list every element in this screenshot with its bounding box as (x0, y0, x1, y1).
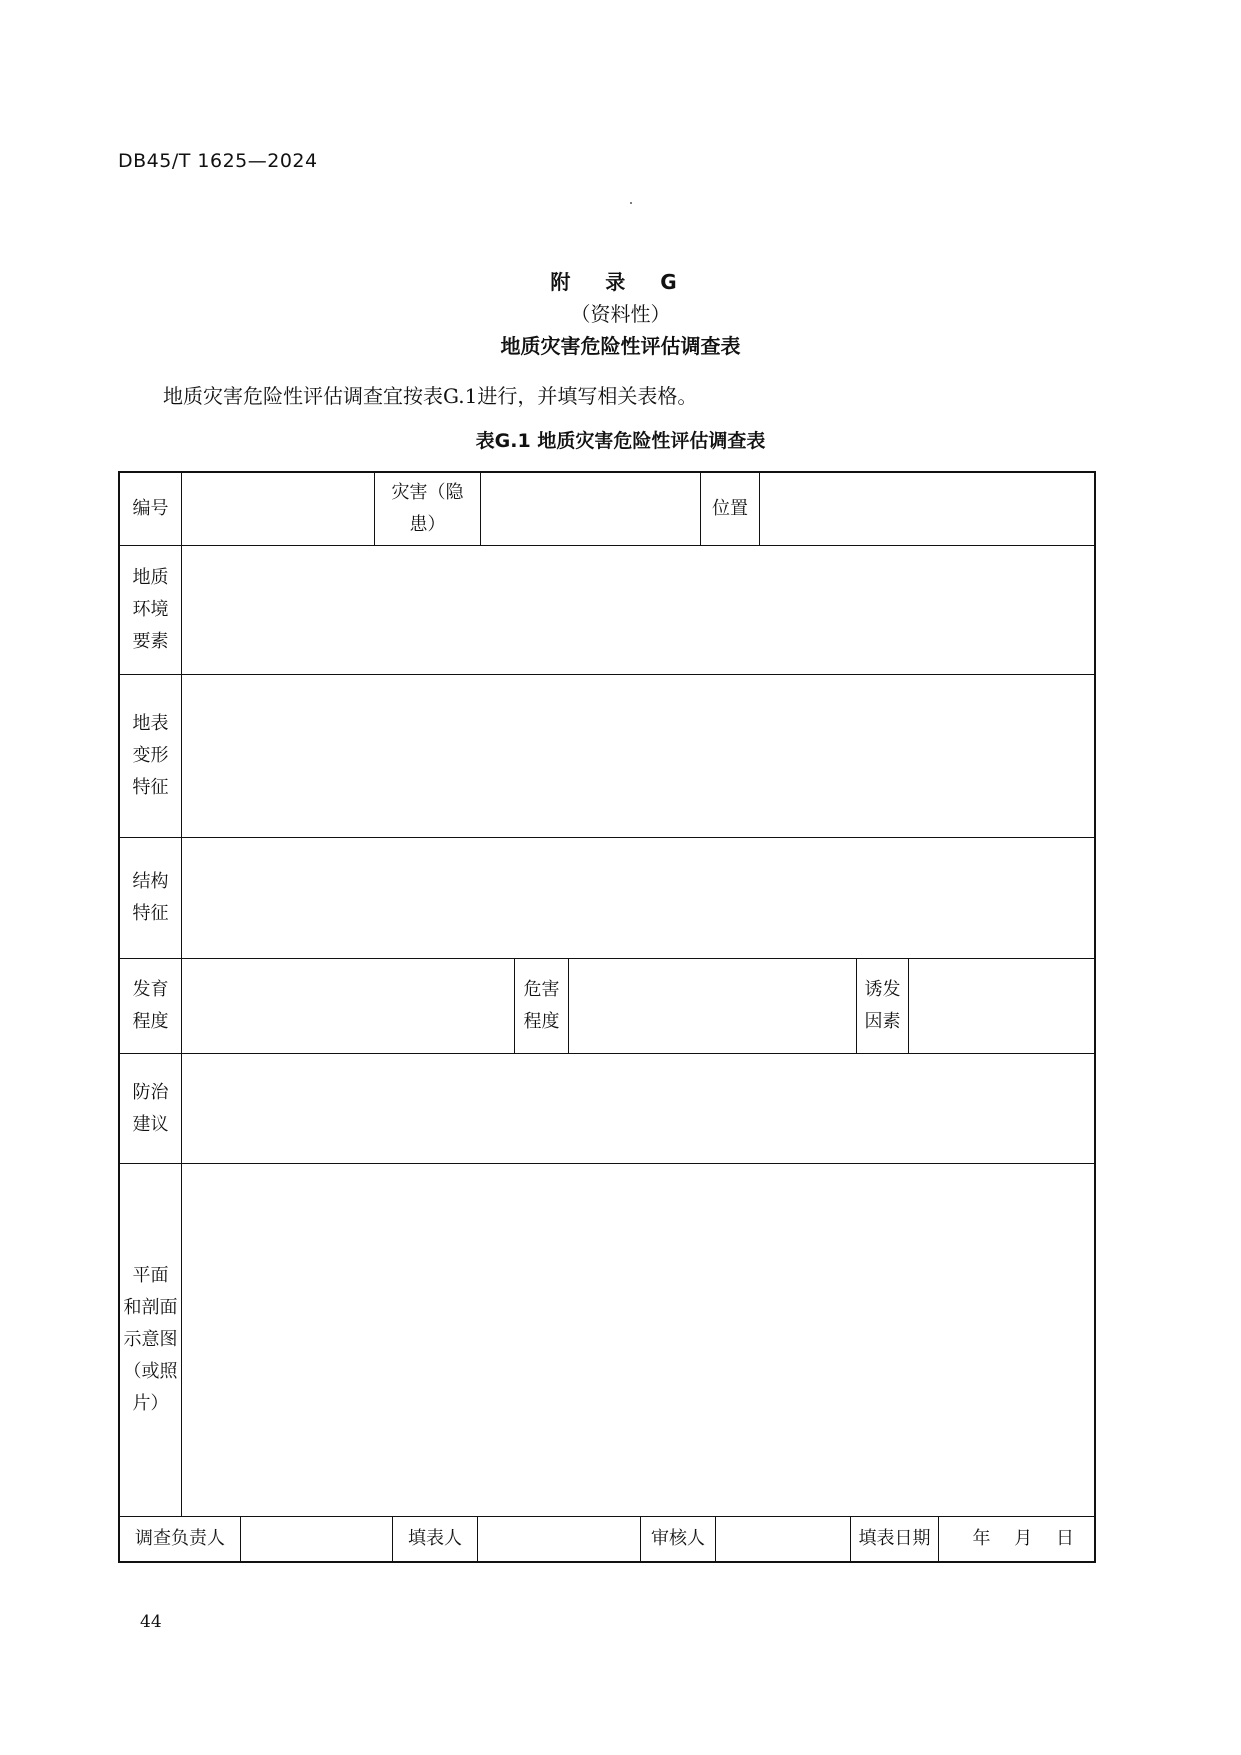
surface-deform-label-cell (120, 675, 182, 837)
reviewer-label-cell (641, 1517, 716, 1561)
trigger-label: 诱发 因素 (864, 979, 901, 1032)
prevention-value-cell[interactable] (182, 1054, 1094, 1163)
filler-label-cell (393, 1517, 478, 1561)
danger-value-cell[interactable] (569, 959, 857, 1053)
development-label: 发育 程度 (132, 979, 169, 1032)
table-row-geo-environment (120, 546, 1094, 675)
number-value-cell[interactable] (182, 473, 375, 545)
survey-lead-value-cell[interactable] (241, 1517, 393, 1561)
structure-label: 结构 特征 (132, 871, 169, 924)
reviewer-value-cell[interactable] (716, 1517, 851, 1561)
fill-date-label-cell (851, 1517, 939, 1561)
appendix-label: 附 录 G (550, 270, 691, 294)
standard-code: DB45/T 1625—2024 (118, 150, 318, 172)
hazard-label-cell (375, 473, 481, 545)
surface-deform-value-cell[interactable] (182, 675, 1094, 837)
geo-env-label: 地质 环境 要素 (132, 567, 169, 652)
geo-env-label-cell (120, 546, 182, 674)
reviewer-label: 审核人 (651, 1528, 705, 1549)
prevention-label-cell (120, 1054, 182, 1163)
table-row-surface-deformation (120, 675, 1094, 838)
table-row-identification (120, 473, 1094, 546)
table-row-prevention (120, 1054, 1094, 1164)
danger-label: 危害 程度 (523, 979, 560, 1032)
decorative-dot (630, 202, 632, 204)
trigger-label-cell (857, 959, 909, 1053)
location-value-cell[interactable] (760, 473, 1094, 545)
date-placeholder: 年 月 日 (972, 1528, 1074, 1549)
plan-label: 平面 和剖面 示意图 （或照 片） (123, 1265, 178, 1414)
structure-label-cell (120, 838, 182, 958)
development-label-cell (120, 959, 182, 1053)
fill-date-value-cell[interactable] (939, 1517, 1094, 1561)
location-label: 位置 (712, 498, 748, 519)
survey-lead-label-cell (120, 1517, 241, 1561)
intro-paragraph: 地质灾害危险性评估调查宜按表G.1进行，并填写相关表格。 (163, 384, 698, 408)
trigger-value-cell[interactable] (909, 959, 1094, 1053)
danger-label-cell (515, 959, 569, 1053)
surface-deform-label: 地表 变形 特征 (132, 713, 169, 798)
filler-label: 填表人 (408, 1528, 462, 1549)
plan-label-cell (120, 1164, 182, 1516)
appendix-title: 地质灾害危险性评估调查表 (500, 334, 741, 358)
location-label-cell (701, 473, 760, 545)
table-row-structure (120, 838, 1094, 959)
hazard-label: 灾害（隐 患） (391, 482, 464, 535)
filler-value-cell[interactable] (478, 1517, 641, 1561)
table-row-plan-section (120, 1164, 1094, 1517)
number-label-cell (120, 473, 182, 545)
development-value-cell[interactable] (182, 959, 515, 1053)
page-number: 44 (140, 1612, 162, 1632)
number-label: 编号 (132, 498, 169, 519)
survey-table (118, 471, 1096, 1563)
prevention-label: 防治 建议 (132, 1081, 169, 1135)
table-row-assessment (120, 959, 1094, 1054)
fill-date-label: 填表日期 (858, 1528, 931, 1549)
hazard-value-cell[interactable] (481, 473, 701, 545)
table-caption: 表G.1 地质灾害危险性评估调查表 (475, 430, 766, 452)
geo-env-value-cell[interactable] (182, 546, 1094, 674)
plan-value-cell[interactable] (182, 1164, 1094, 1516)
appendix-nature: （资料性） (570, 302, 671, 326)
structure-value-cell[interactable] (182, 838, 1094, 958)
survey-lead-label: 调查负责人 (135, 1528, 225, 1549)
table-row-signatures (120, 1517, 1094, 1561)
